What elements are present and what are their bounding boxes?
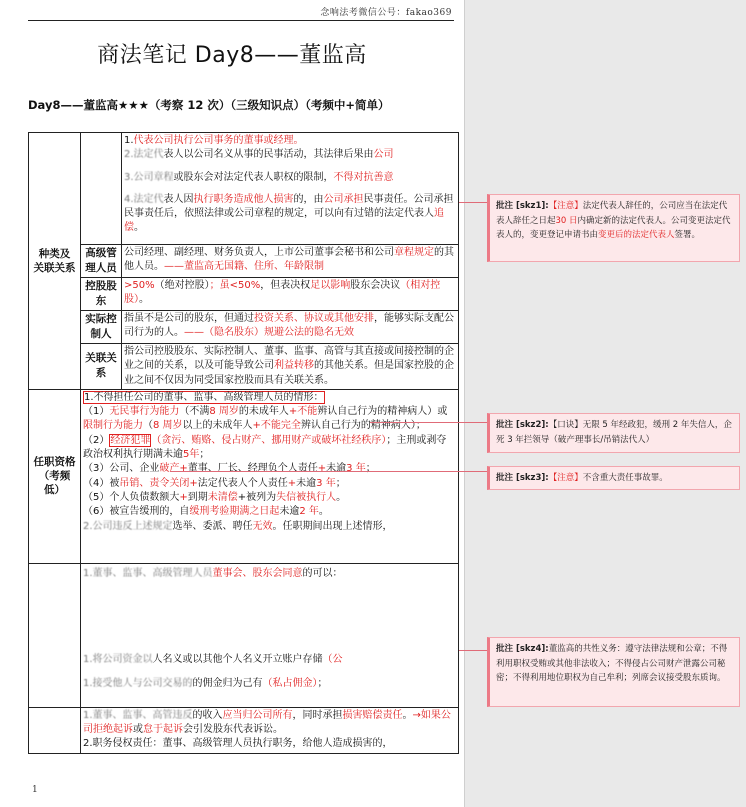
category-liability-blurred xyxy=(29,707,81,753)
category-qualification: 任职资格 （考频低） xyxy=(29,389,81,563)
senior-manager-label: 高级管理人员 xyxy=(81,245,122,278)
legal-rep-label-cell xyxy=(81,133,122,245)
senior-manager-content: 公司经理、副经理、财务负责人，上市公司董事会秘书和公司章程规定的其他人员。——董监高无国籍、住所、年龄限制 xyxy=(122,245,459,278)
section-subtitle: Day8——董监高★★★（考察 12 次）（三级知识点）（考频中+简单） xyxy=(28,98,390,112)
category-duties-blurred xyxy=(29,563,81,707)
comment-connector-3 xyxy=(170,471,487,472)
comment-connector-1 xyxy=(459,202,487,203)
duties-content: 1.董事、监事、高级管理人员董事会、股东会同意的可以： 1.将公司资金以人名义或以其他个人名义开立账户存储（公 1.接受他人与公司交易的的佣金归为己有（私占佣金）； xyxy=(81,563,459,707)
header-rule xyxy=(28,20,454,21)
comment-connector-4 xyxy=(459,650,487,651)
qualification-intro-highlight: 1.不得担任公司的董事、监事、高级管理人员的情形： xyxy=(84,391,324,403)
economic-crime-highlight: 经济犯罪 xyxy=(110,434,151,446)
related-relation-content: 指公司控股股东、实际控制人、董事、监事、高管与其直接或间接控制的企业之间的关系，以及可能导致公司利益转移的其他关系。但是国家控股的企业之间不仅因为同受国家控股而具有关联关系。 xyxy=(122,344,459,390)
page-number: 1 xyxy=(32,785,38,795)
comment-skz1[interactable]: 批注 [skz1]:【注意】法定代表人辞任的，公司应当在法定代表人辞任之日起30 日内确定新的法定代表人。公司变更法定代表人的，变更登记申请书由变更后的法定代表人签署。 xyxy=(487,194,740,262)
comment-skz3[interactable]: 批注 [skz3]:【注意】不含重大责任事故罪。 xyxy=(487,466,740,490)
related-relation-label: 关联关系 xyxy=(81,344,122,390)
controlling-shareholder-label: 控股股东 xyxy=(81,278,122,311)
actual-controller-content: 指虽不是公司的股东，但通过投资关系、协议或其他安排，能够实际支配公司行为的人。——（隐名股东）规避公法的隐名无效 xyxy=(122,311,459,344)
category-types-relations: 种类及 关联关系 xyxy=(29,133,81,390)
comment-skz4[interactable]: 批注 [skz4]:董监高的共性义务：遵守法律法规和公章；不得利用职权受贿或其他非法收入；不得侵占公司财产泄露公司秘密；不得利用地位职权为自己牟利；列席会议接受股东质询。 xyxy=(487,637,740,707)
page-title: 商法笔记 Day8——董监高 xyxy=(97,43,367,68)
comment-connector-2 xyxy=(370,422,487,423)
controlling-shareholder-content: >50%（绝对控股）；虽<50%，但表决权足以影响股东会决议（相对控股）。 xyxy=(122,278,459,311)
liability-content: 1.董事、监事、高管违反的收入应当归公司所有，同时承担损害赔偿责任。→如果公司拒绝起诉或怠于起诉会引发股东代表诉讼。 2.职务侵权责任：董事、高级管理人员执行职务，给他人造成损害的， xyxy=(81,707,459,753)
actual-controller-label: 实际控制人 xyxy=(81,311,122,344)
notes-table xyxy=(28,132,459,754)
legal-rep-content: 1.代表公司执行公司事务的董事或经理。 2.法定代表人以公司名义从事的民事活动，其法律后果由公司 3.公司章程或股东会对法定代表人职权的限制，不得对抗善意 4.法定代表人因执行职务造成他人损害的，由公司承担民事责任。公司承担民事责任后，依照法律或公司章程的规定，可以向有过错的法定代表人追偿。 xyxy=(122,133,459,245)
comment-skz2[interactable]: 批注 [skz2]:【口诀】无限 5 年经政犯，缓刑 2 年失信人，企死 3 年拦领导（破产理事长/吊销法代人） xyxy=(487,413,740,453)
page-header: 念响法考微信公号：fakao369 xyxy=(320,8,452,18)
qualification-content: 1.不得担任公司的董事、监事、高级管理人员的情形： （1）无民事行为能力（不满8 周岁的未成年人+不能辨认自己行为的精神病人）或限制行为能力（8 周岁以上的未成年人+不能完全辨认自己行为的精神病人）； （2）经济犯罪（贪污、贿赂、侵占财产、挪用财产或破坏社经秩序）；主刑或剥夺政治权利执行期满未逾5年； （3）公司、企业破产+董事、厂长、经理负个人责任+未逾3 年； （4）被吊销、责令关闭+法定代表人个人责任+未逾3 年； （5）个人负债数额大+到期未清偿+被列为失信被执行人。 （6）被宣告缓刑的，自缓刑考验期满之日起未逾2 年。 2.公司违反上述规定选举、委派、聘任无效。任职期间出现上述情形， xyxy=(81,389,459,563)
